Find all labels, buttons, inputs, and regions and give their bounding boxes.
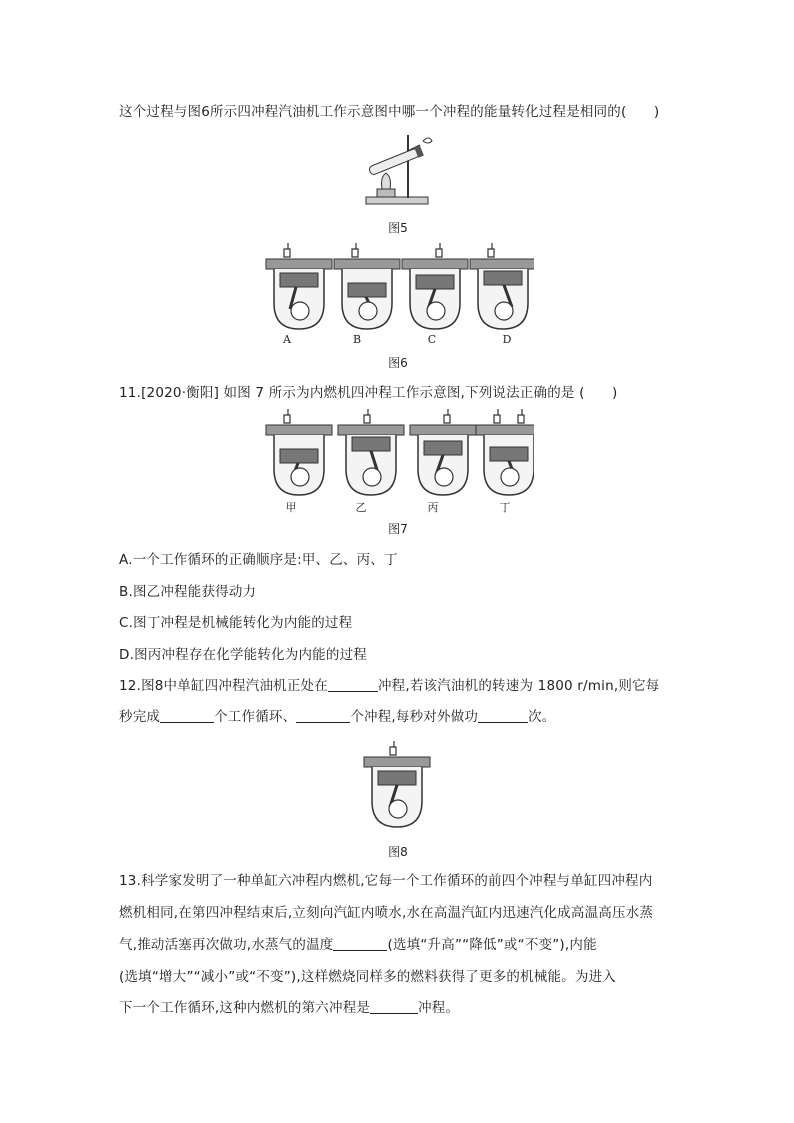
q13-line4: (选填“增大”“减小”或“不变”),这样燃烧同样多的燃料获得了更多的机械能。为进入: [119, 969, 616, 985]
q13-line5b: 冲程。: [418, 1000, 460, 1016]
q13-blank-stroke[interactable]: [370, 999, 418, 1014]
engine-diagram-a: [266, 243, 332, 329]
fig6-label-a: A: [283, 333, 291, 346]
q12-blank-cycles[interactable]: [160, 708, 214, 723]
fig7-label-jia: 甲: [285, 501, 297, 514]
fig7-label-ding: 丁: [499, 501, 511, 514]
fig8-caption: 图8: [388, 845, 408, 859]
q12-part1: 12.图8中单缸四冲程汽油机正处在: [119, 678, 328, 694]
fig6-caption: 图6: [388, 356, 408, 370]
q10-tail-text: 这个过程与图6所示四冲程汽油机工作示意图中哪一个冲程的能量转化过程是相同的( ): [119, 104, 660, 120]
q13-line5: [119, 999, 459, 1017]
q11-option-b: B.图乙冲程能获得动力: [119, 584, 257, 600]
engine-diagram-jia: [266, 409, 332, 495]
q12-part4: 个工作循环、: [214, 709, 297, 725]
engine-diagram-yi: [338, 409, 404, 495]
engine-diagram-ding: [476, 409, 534, 495]
fig6-label-b: B: [352, 333, 362, 346]
q12-blank-stroke[interactable]: [328, 677, 378, 692]
fig7-engines: [262, 409, 534, 501]
q12-line1: [119, 677, 659, 695]
q12-line2: [119, 708, 556, 726]
engine-diagram-bing: [410, 409, 476, 495]
engine-diagram-d: [470, 243, 534, 329]
q13-line2: 燃机相同,在第四冲程结束后,立刻向汽缸内喷水,水在高温汽缸内迅速汽化成高温高压水蒸: [119, 905, 654, 921]
q12-blank-strokes[interactable]: [296, 708, 350, 723]
q11-stem: 11.[2020·衡阳] 如图 7 所示为内燃机四冲程工作示意图,下列说法正确的是 ( ): [119, 385, 618, 401]
fig7-caption: 图7: [388, 522, 408, 536]
fig5-caption: 图5: [388, 221, 408, 235]
engine-diagram-c: [402, 243, 468, 329]
fig7-label-yi: 乙: [355, 501, 367, 514]
fig8-engine: [360, 741, 434, 833]
q13-line1: 13.科学家发明了一种单缸六冲程内燃机,它每一个工作循环的前四个冲程与单缸四冲程内: [119, 873, 653, 889]
q13-line5a: 下一个工作循环,这种内燃机的第六冲程是: [119, 1000, 371, 1016]
fig6-label-d: D: [502, 333, 512, 346]
q13-line3: [119, 936, 597, 954]
fig6-label-c: C: [427, 333, 437, 346]
q13-line3a: 气,推动活塞再次做功,水蒸气的温度: [119, 937, 334, 953]
fig7-label-bing: 丙: [427, 501, 439, 514]
q12-part3: 秒完成: [119, 709, 161, 725]
engine-diagram-b: [334, 243, 400, 329]
q12-blank-work[interactable]: [478, 708, 528, 723]
q13-line3b: (选填“升高”“降低”或“不变”),内能: [387, 937, 597, 953]
q11-option-c: C.图丁冲程是机械能转化为内能的过程: [119, 615, 353, 631]
q12-part2: 冲程,若该汽油机的转速为 1800 r/min,则它每: [377, 678, 660, 694]
q13-blank-temperature[interactable]: [333, 936, 387, 951]
fig5-apparatus: [362, 131, 434, 207]
q12-part6: 次。: [528, 709, 556, 725]
q11-option-d: D.图丙冲程存在化学能转化为内能的过程: [119, 647, 367, 663]
q12-part5: 个冲程,每秒对外做功: [350, 709, 479, 725]
q11-option-a: A.一个工作循环的正确顺序是:甲、乙、丙、丁: [119, 552, 398, 568]
fig6-engines: [262, 243, 534, 335]
